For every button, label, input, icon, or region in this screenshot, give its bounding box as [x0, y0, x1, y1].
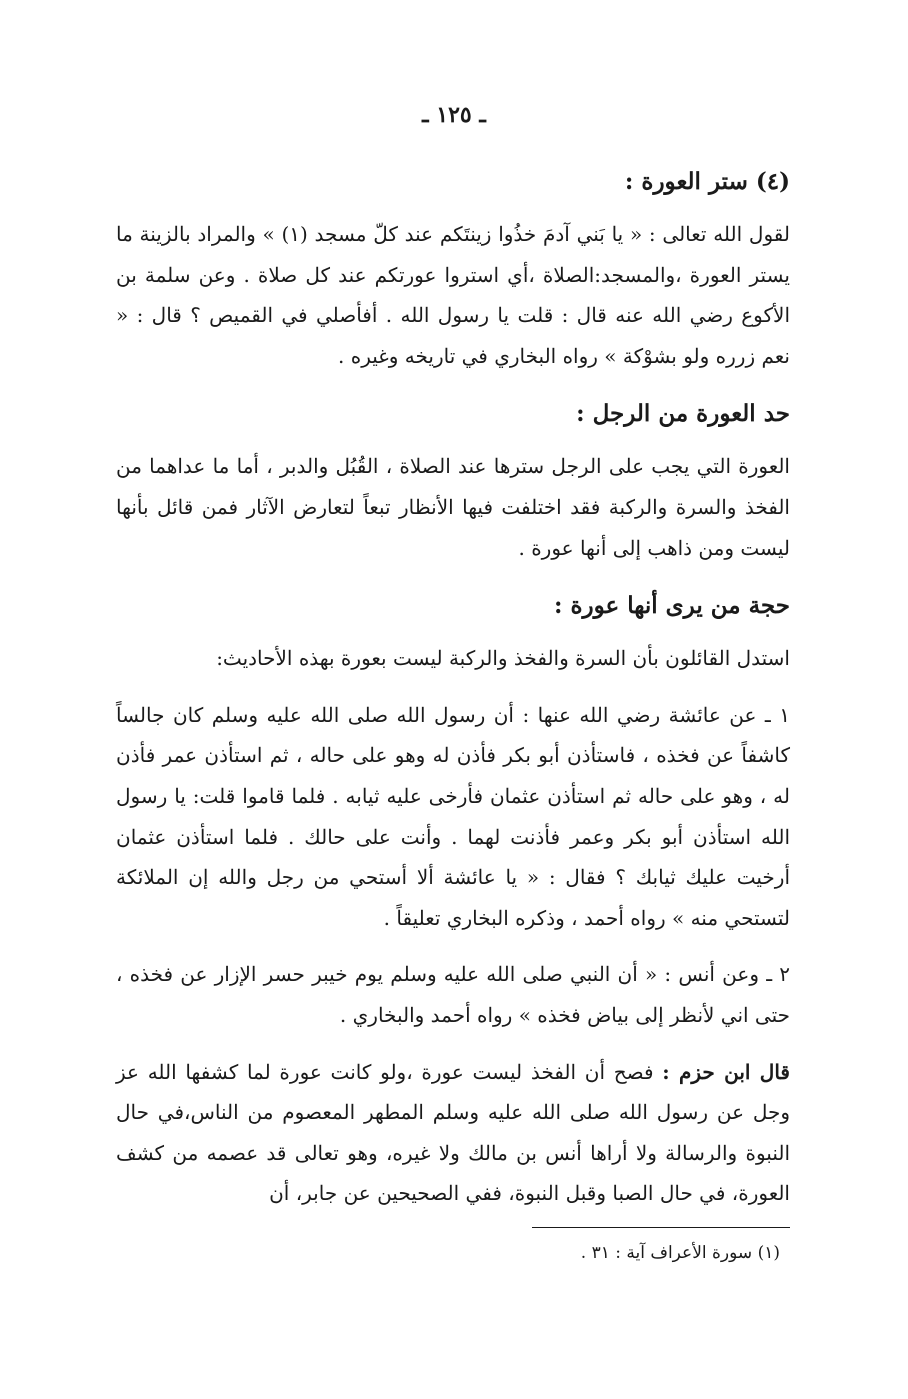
paragraph-evidence-intro: استدل القائلون بأن السرة والفخذ والركبة ليست بعورة بهذه الأحاديث: — [216, 646, 790, 671]
page-number: ـ ١٢٥ ـ — [422, 102, 486, 128]
ibn-hazm-lead: قال ابن حزم : — [662, 1059, 790, 1084]
section-heading-covering-awrah: (٤) ستر العورة : — [624, 168, 790, 195]
footnote: (١) سورة الأعراف آية : ٣١ . — [580, 1243, 780, 1263]
section-heading-limit-of-awrah: حد العورة من الرجل : — [576, 400, 790, 428]
footnote-divider — [532, 1227, 790, 1228]
paragraph-quran-verse: لقول الله تعالى : « يا بَني آدمَ خذُوا زينتَكم عند كلّ مسجد (١) » والمراد بالزينة ما يستر العورة ،والمسجد:الصلاة ،أي استروا عورتكم عند كل صلاة . وعن سلمة بن الأكوع رضي الله عنه قال : قلت يا رسول الله . أفأصلي في القميص ؟ قال : « نعم زرره ولو بشوْكة » رواه البخاري في تاريخه وغيره . — [116, 222, 790, 368]
ibn-hazm-text: فصح أن الفخذ ليست عورة ،ولو كانت عورة لما كشفها الله عز وجل عن رسول الله صلى الله عليه وسلم المطهر المعصوم من الناس،في حال النبوة والرسالة ولا أراها أنس بن مالك ولا غيره، وهو تعالى قد عصمه من كشف العورة، في حال الصبا وقبل النبوة، ففي الصحيحين عن جابر، أن — [116, 1059, 790, 1206]
paragraph-limit-of-awrah: العورة التي يجب على الرجل سترها عند الصلاة ، القُبُل والدبر ، أما ما عداهما من الفخذ والسرة والركبة فقد اختلفت فيها الأنظار تبعاً لتعارض الآثار فمن قائل بأنها ليست ومن ذاهب إلى أنها عورة . — [116, 454, 790, 560]
paragraph-ibn-hazm — [116, 1052, 790, 1214]
page-body — [116, 160, 790, 1214]
section-heading-evidence: حجة من يرى أنها عورة : — [553, 592, 790, 620]
paragraph-hadith-aisha: ١ ـ عن عائشة رضي الله عنها : أن رسول الله صلى الله عليه وسلم كان جالساً كاشفاً عن فخذه ، فاستأذن أبو بكر فأذن له وهو على حاله ، ثم استأذن عمر فأذن له ، وهو على حاله ثم استأذن عثمان فأرخى عليه ثيابه . فلما قاموا قلت: يا رسول الله استأذن أبو بكر وعمر فأذنت لهما . وأنت على حالك . فلما استأذن عثمان أرخيت عليك ثيابك ؟ فقال : « يا عائشة ألا أستحي من رجل والله إن الملائكة لتستحي منه » رواه أحمد ، وذكره البخاري تعليقاً . — [116, 702, 790, 930]
paragraph-hadith-anas: ٢ ـ وعن أنس : « أن النبي صلى الله عليه وسلم يوم خيبر حسر الإزار عن فخذه ، حتى اني لأنظر إلى بياض فخذه » رواه أحمد والبخاري . — [116, 962, 790, 1027]
